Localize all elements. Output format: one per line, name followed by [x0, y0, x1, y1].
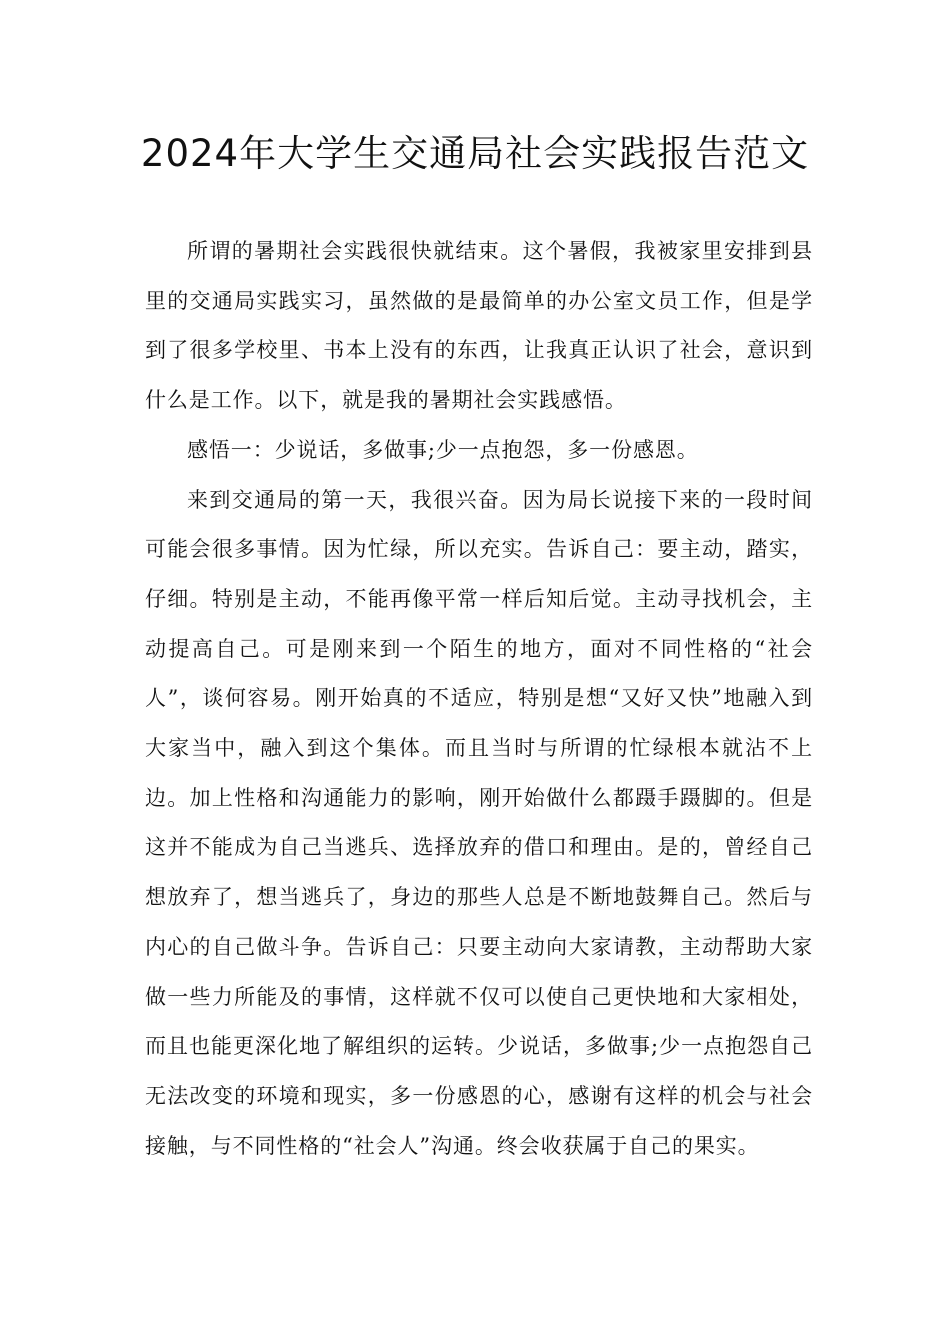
paragraph-intro: 所谓的暑期社会实践很快就结束。这个暑假，我被家里安排到县里的交通局实践实习，虽然做的是最简单的办公室文员工作，但是学到了很多学校里、书本上没有的东西，让我真正认识了社会，意识到什么是工作。以下，就是我的暑期社会实践感悟。 [145, 239, 813, 413]
document-title: 2024年大学生交通局社会实践报告范文 [140, 132, 810, 175]
paragraph-first-day: 来到交通局的第一天，我很兴奋。因为局长说接下来的一段时间可能会很多事情。因为忙绿，所以充实。告诉自己：要主动，踏实，仔细。特别是主动，不能再像平常一样后知后觉。主动寻找机会，主动提高自己。可是刚来到一个陌生的地方，面对不同性格的“社会人”，谈何容易。刚开始真的不适应，特别是想“又好又快”地融入到大家当中，融入到这个集体。而且当时与所谓的忙绿根本就沾不上边。加上性格和沟通能力的影响，刚开始做什么都蹑手蹑脚的。但是这并不能成为自己当逃兵、选择放弃的借口和理由。是的，曾经自己想放弃了，想当逃兵了，身边的那些人总是不断地鼓舞自己。然后与内心的自己做斗争。告诉自己：只要主动向大家请教，主动帮助大家做一些力所能及的事情，这样就不仅可以使自己更快地和大家相处，而且也能更深化地了解组织的运转。少说话，多做事;少一点抱怨自己无法改变的环境和现实，多一份感恩的心，感谢有这样的机会与社会接触，与不同性格的“社会人”沟通。终会收获属于自己的果实。 [145, 487, 813, 1158]
paragraph-heading-insight-1: 感悟一：少说话，多做事;少一点抱怨，多一份感恩。 [187, 437, 699, 462]
document-body [145, 227, 813, 1171]
